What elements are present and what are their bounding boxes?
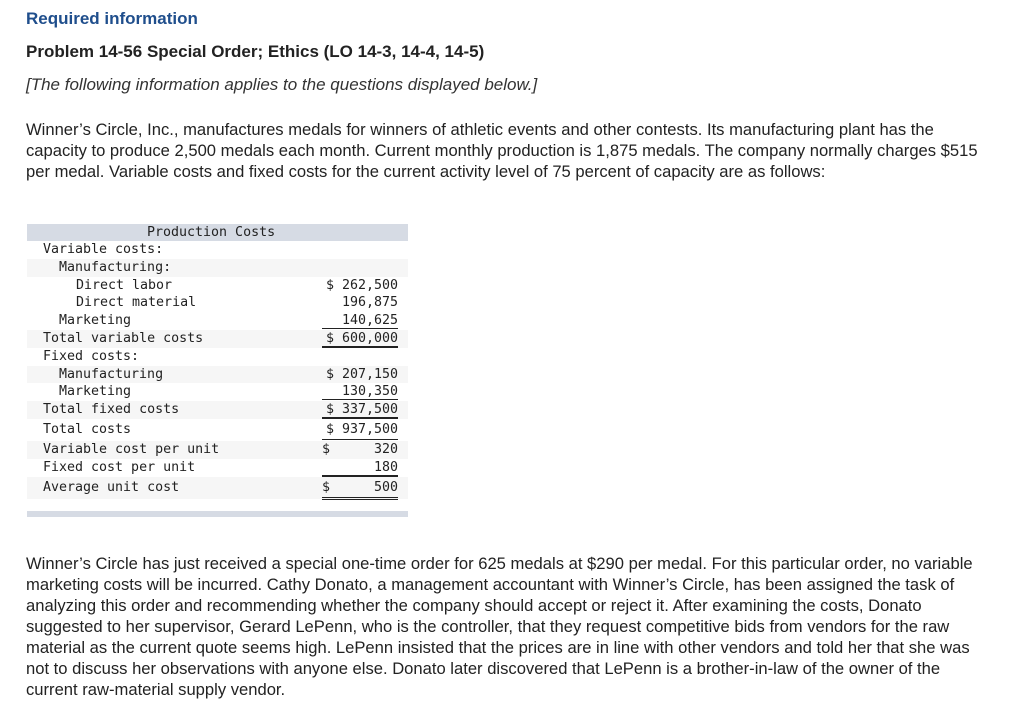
row-label: Average unit cost (43, 479, 180, 495)
row-label: Total variable costs (43, 330, 204, 346)
row-label: Direct material (76, 295, 197, 311)
row-label: Direct labor (76, 277, 173, 293)
row-label: Manufacturing: (59, 259, 172, 275)
dollar-sign: $ (322, 441, 331, 457)
row-label: Total costs (43, 421, 132, 437)
table-row (27, 259, 408, 277)
table-row (27, 441, 408, 459)
table-row (27, 277, 408, 295)
row-label: Fixed cost per unit (43, 459, 196, 475)
table-row (27, 330, 408, 348)
row-value (322, 477, 398, 500)
row-value: $ 262,500 (325, 277, 398, 293)
row-label: Marketing (59, 384, 132, 400)
required-information-heading: Required information (26, 9, 198, 28)
followup-paragraph: Winner’s Circle has just received a special one-time order for 625 medals at $290 per medal. For this particular order, no variable marketing costs will be incurred. Cathy Donato, a management accountant with Winner’s Circle, has been assigned the task of analyzing this order and recommending whether the company should accept or reject it. After examining the costs, Donato suggested to her supervisor, Gerard LePenn, who is the controller, that they request competitive bids from vendors for the raw material as the current quote seems high. LePenn insisted that the prices are in line with other vendors and told her that she was not to discuss her observations with anyone else. Donato later discovered that LePenn is a brother-in-law of the owner of the current raw-material supply vendor. (26, 554, 973, 699)
info-note: [The following information applies to the questions displayed below.] (26, 75, 538, 94)
production-costs-table (27, 224, 408, 517)
row-value-number: 320 (373, 441, 398, 457)
row-value: 130,350 (322, 383, 398, 400)
table-row (27, 348, 408, 366)
row-value: 180 (322, 459, 398, 477)
row-label: Variable costs: (43, 242, 164, 257)
row-value: $ 600,000 (322, 330, 398, 348)
table-row (27, 312, 408, 330)
intro-paragraph: Winner’s Circle, Inc., manufactures medals for winners of athletic events and other contests. Its manufacturing plant has the capacity to produce 2,500 medals each month. Current monthly production is 1,875 medals. The company normally charges $515 per medal. Variable costs and fixed costs for the current activity level of 75 percent of capacity are as follows: (26, 120, 978, 181)
dollar-sign: $ (322, 479, 331, 495)
row-value: $ 337,500 (322, 401, 398, 419)
problem-title: Problem 14-56 Special Order; Ethics (LO 14-3, 14-4, 14-5) (26, 42, 485, 61)
row-label: Marketing (59, 313, 132, 329)
row-value: 140,625 (322, 312, 398, 329)
row-label: Variable cost per unit (43, 441, 220, 457)
table-row (27, 459, 408, 477)
table-title: Production Costs (27, 224, 408, 241)
row-label: Manufacturing (59, 366, 164, 382)
row-label: Fixed costs: (43, 348, 140, 364)
table-row (27, 294, 408, 312)
table-footer-bar (27, 511, 408, 517)
row-value: 196,875 (341, 295, 398, 311)
table-row (27, 366, 408, 384)
table-row (27, 477, 408, 499)
table-row (27, 401, 408, 419)
row-value: $ 207,150 (325, 366, 398, 382)
row-value-number: 500 (373, 479, 398, 495)
table-row (27, 241, 408, 259)
row-label: Total fixed costs (43, 402, 180, 418)
table-row (27, 383, 408, 401)
table-row (27, 419, 408, 441)
row-value (322, 441, 398, 457)
row-value: $ 937,500 (322, 419, 398, 442)
